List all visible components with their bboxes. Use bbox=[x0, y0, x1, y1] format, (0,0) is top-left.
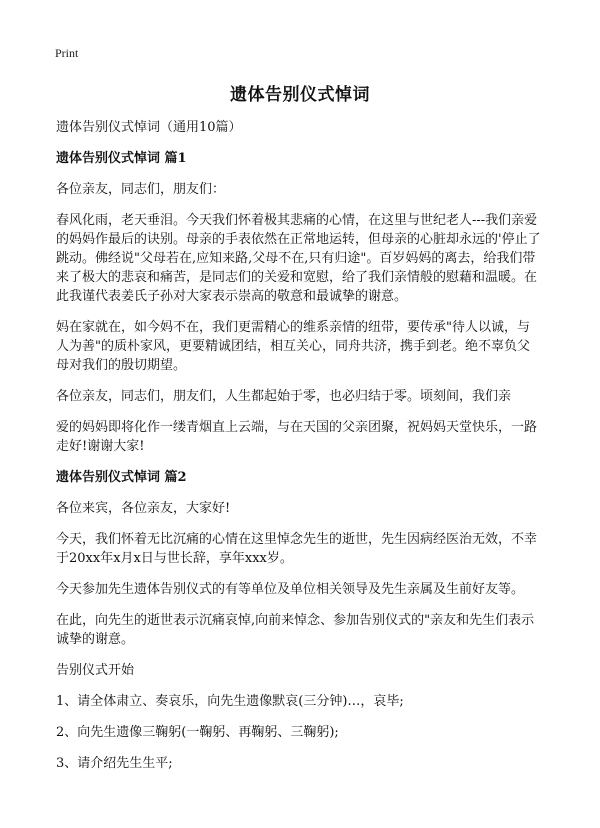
paragraph-1-5: 爱的妈妈即将化作一缕青烟直上云端，与在天国的父亲团聚，祝妈妈天堂快乐，一路走好!谢谢大家! bbox=[56, 420, 538, 454]
paragraph-2-3: 今天参加先生遗体告别仪式的有等单位及单位相关领导及先生亲属及生前好友等。 bbox=[56, 582, 525, 597]
paragraph-1-2: 春风化雨，老天垂泪。今天我们怀着极其悲痛的心情，在这里与世纪老人---我们亲爱的妈妈作最后的诀别。母亲的手表依然在正常地运转，但母亲的心脏却永远的'停止了跳动。佛经说"父母若在,应知来路,父母不在,只有归途"。百岁妈妈的离去，给我们带来了极大的悲哀和痛苦，是同志们的关爱和宽慰，给了我们亲情般的慰藉和温暖。在此我谨代表姜氏子孙对大家表示崇高的敬意和最诚挚的谢意。 bbox=[56, 213, 541, 304]
paragraph-2-2: 今天，我们怀着无比沉痛的心情在这里悼念先生的逝世，先生因病经医治无效，不幸于20xx年x月x日与世长辞，享年xxx岁。 bbox=[56, 532, 538, 566]
paragraph-2-8: 3、请介绍先生生平; bbox=[56, 756, 173, 771]
paragraph-2-1: 各位来宾，各位亲友，大家好! bbox=[56, 501, 231, 516]
paragraph-1-3: 妈在家就在，如今妈不在，我们更需精心的维系亲情的纽带，要传承"待人以诚，与人为善"的质朴家风，更要精诚团结，相互关心，同舟共济，携手到老。绝不辜负父母对我们的殷切期望。 bbox=[56, 320, 530, 373]
paragraph-2-4: 在此，向先生的逝世表示沉痛哀悼,向前来悼念、参加告别仪式的"亲友和先生们表示诚挚的谢意。 bbox=[56, 613, 535, 647]
paragraph-2-6: 1、请全体肃立、奏哀乐，向先生遗像默哀(三分钟)…，哀毕; bbox=[56, 694, 404, 709]
paragraph-2-7: 2、向先生遗像三鞠躬(一鞠躬、再鞠躬、三鞠躬); bbox=[56, 725, 339, 740]
paragraph-1-1: 各位亲友，同志们，朋友们： bbox=[56, 182, 226, 197]
section-heading-1: 遗体告别仪式悼词 篇1 bbox=[56, 151, 187, 166]
page-title: 遗体告别仪式悼词 bbox=[230, 85, 370, 105]
section-heading-2: 遗体告别仪式悼词 篇2 bbox=[56, 470, 187, 485]
paragraph-1-4: 各位亲友，同志们，朋友们，人生都起始于零，也必归结于零。顷刻间，我们亲 bbox=[56, 389, 512, 404]
document-body bbox=[56, 118, 542, 785]
paragraph-2-5: 告别仪式开始 bbox=[56, 663, 135, 678]
print-link[interactable]: Print bbox=[55, 46, 79, 60]
document-subtitle: 遗体告别仪式悼词（通用10篇） bbox=[56, 120, 242, 135]
